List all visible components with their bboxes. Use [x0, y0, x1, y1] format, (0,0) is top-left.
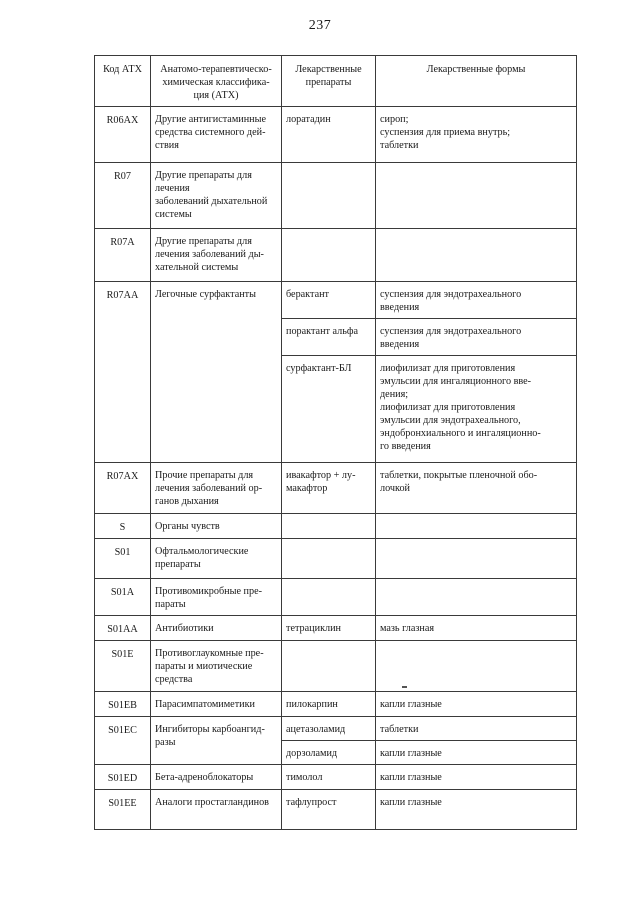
table-row — [95, 692, 577, 717]
drug-forms: лиофилизат для приготовления эмульсии для ингаляционного вве- дения; лиофилизат для приготовления эмульсии для эндотрахеального, эндобронхиального и ингаляционно- го введения — [376, 356, 577, 463]
header-forms: Лекарственные формы — [376, 56, 577, 107]
table-row — [95, 107, 577, 163]
drug-name — [282, 514, 376, 539]
header-drugs: Лекарственные препараты — [282, 56, 376, 107]
drug-forms: суспензия для эндотрахеального введения — [376, 319, 577, 356]
atc-code: S01EB — [95, 692, 151, 717]
drug-name — [282, 641, 376, 692]
drug-forms — [376, 229, 577, 282]
drug-forms: капли глазные — [376, 692, 577, 717]
atc-table — [94, 55, 577, 830]
scan-mark — [402, 686, 407, 688]
drug-name: тафлупрост — [282, 790, 376, 830]
atc-name: Другие препараты для лечения заболеваний дыхательной системы — [151, 163, 282, 229]
drug-forms — [376, 641, 577, 692]
drug-forms — [376, 514, 577, 539]
drug-name — [282, 163, 376, 229]
drug-name: ивакафтор + лу- макафтор — [282, 463, 376, 514]
drug-name: берактант — [282, 282, 376, 319]
drug-name: пилокарпин — [282, 692, 376, 717]
drug-forms — [376, 163, 577, 229]
atc-code: R07AA — [95, 282, 151, 463]
atc-name: Офтальмологические препараты — [151, 539, 282, 579]
drug-forms: таблетки — [376, 717, 577, 741]
atc-name: Легочные сурфактанты — [151, 282, 282, 463]
atc-code: S01AA — [95, 616, 151, 641]
atc-code: S01E — [95, 641, 151, 692]
drug-name: ацетазоламид — [282, 717, 376, 741]
atc-code: S01ED — [95, 765, 151, 790]
table-row — [95, 539, 577, 579]
drug-name — [282, 229, 376, 282]
table-row — [95, 463, 577, 514]
drug-name — [282, 539, 376, 579]
drug-name: лоратадин — [282, 107, 376, 163]
atc-code: S01EC — [95, 717, 151, 765]
atc-name: Органы чувств — [151, 514, 282, 539]
atc-code: S — [95, 514, 151, 539]
atc-name: Парасимпатомиметики — [151, 692, 282, 717]
atc-code: R06AX — [95, 107, 151, 163]
atc-name: Другие препараты для лечения заболеваний ды- хательной системы — [151, 229, 282, 282]
table-header-row — [95, 56, 577, 107]
drug-forms: суспензия для эндотрахеального введения — [376, 282, 577, 319]
atc-name: Антибиотики — [151, 616, 282, 641]
table-row — [95, 790, 577, 830]
drug-forms: капли глазные — [376, 765, 577, 790]
drug-forms: капли глазные — [376, 790, 577, 830]
atc-code: R07A — [95, 229, 151, 282]
drug-name: тетрациклин — [282, 616, 376, 641]
table-row — [95, 765, 577, 790]
drug-forms: мазь глазная — [376, 616, 577, 641]
drug-name: порактант альфа — [282, 319, 376, 356]
atc-name: Противоглаукомные пре- параты и миотические средства — [151, 641, 282, 692]
header-classification: Анатомо-терапевтическо- химическая классифика- ция (АТХ) — [151, 56, 282, 107]
header-code: Код АТХ — [95, 56, 151, 107]
table-row — [95, 641, 577, 692]
atc-code: S01A — [95, 579, 151, 616]
drug-forms: таблетки, покрытые пленочной обо- лочкой — [376, 463, 577, 514]
drug-name: дорзоламид — [282, 741, 376, 765]
atc-name: Прочие препараты для лечения заболеваний ор- ганов дыхания — [151, 463, 282, 514]
table-row — [95, 579, 577, 616]
drug-forms — [376, 579, 577, 616]
atc-name: Другие антигистаминные средства системного дей- ствия — [151, 107, 282, 163]
table-row — [95, 282, 577, 319]
drug-forms — [376, 539, 577, 579]
atc-code: S01EE — [95, 790, 151, 830]
drug-forms: капли глазные — [376, 741, 577, 765]
table-row — [95, 514, 577, 539]
table-row — [95, 229, 577, 282]
atc-code: R07AX — [95, 463, 151, 514]
page-number: 237 — [308, 18, 332, 33]
atc-name: Аналоги простагландинов — [151, 790, 282, 830]
table-row — [95, 717, 577, 741]
drug-name: тимолол — [282, 765, 376, 790]
atc-code: R07 — [95, 163, 151, 229]
atc-name: Противомикробные пре- параты — [151, 579, 282, 616]
drug-forms: сироп; суспензия для приема внутрь; таблетки — [376, 107, 577, 163]
drug-name — [282, 579, 376, 616]
table-row — [95, 616, 577, 641]
drug-name: сурфактант-БЛ — [282, 356, 376, 463]
atc-code: S01 — [95, 539, 151, 579]
table-row — [95, 163, 577, 229]
atc-name: Бета-адреноблокаторы — [151, 765, 282, 790]
atc-name: Ингибиторы карбоангид- разы — [151, 717, 282, 765]
